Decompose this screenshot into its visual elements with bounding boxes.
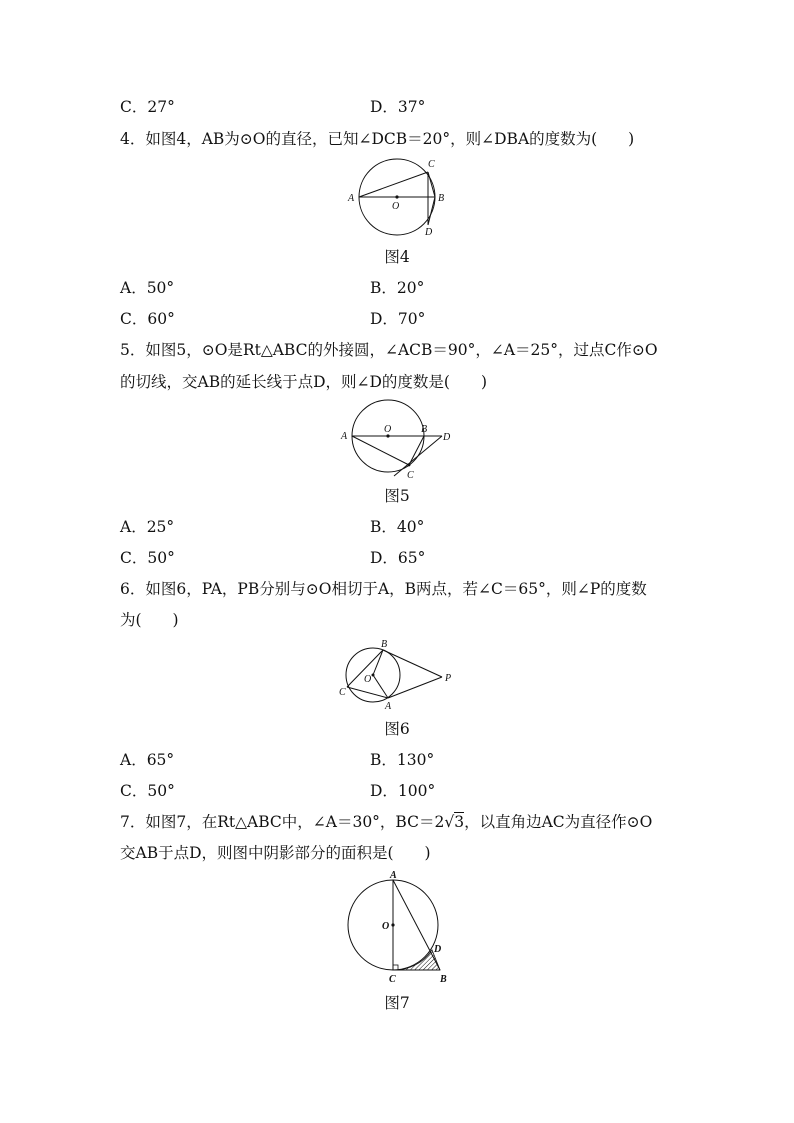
q5-label-a: A <box>341 431 348 442</box>
q3-option-c: C．27° <box>120 98 175 116</box>
q4-label-b: B <box>438 193 445 204</box>
q4-label-d: D <box>425 227 433 238</box>
q5-chord-ac <box>352 436 409 465</box>
q7-stem-part-a: 7．如图7，在Rt△ABC中，∠A＝30°，BC＝2 <box>120 813 445 831</box>
q6-label-p: P <box>445 673 452 684</box>
q6-figure-caption: 图6 <box>384 720 410 738</box>
q6-option-b: B．130° <box>370 751 435 769</box>
q6-label-c: C <box>339 687 346 698</box>
q4-label-a: A <box>348 193 355 204</box>
q4-figure <box>340 155 460 239</box>
q4-option-b: B．20° <box>370 279 425 297</box>
q4-chord-bd <box>428 197 435 225</box>
q5-label-o: O <box>384 424 392 435</box>
q6-tangent-pb <box>383 650 442 677</box>
sqrt-sign-icon: √ <box>444 813 455 831</box>
q4-center-dot <box>395 195 398 198</box>
q6-center-dot <box>372 674 375 677</box>
q6-stem-line2: 为( ) <box>120 611 179 629</box>
q5-label-b: B <box>421 424 428 435</box>
q4-option-a: A．50° <box>120 279 175 297</box>
q7-figure-caption: 图7 <box>384 994 410 1012</box>
q4-chord-ac <box>359 172 428 197</box>
q7-center-dot <box>391 923 394 926</box>
q4-option-d: D．70° <box>370 310 426 328</box>
q4-chord-cb <box>428 172 435 197</box>
q4-stem: 4．如图4，AB为⊙O的直径，已知∠DCB＝20°，则∠DBA的度数为( ) <box>120 130 635 148</box>
q6-option-c: C．50° <box>120 782 175 800</box>
q3-option-d: D．37° <box>370 98 426 116</box>
q5-option-b: B．40° <box>370 518 425 536</box>
q6-label-o: O <box>364 674 372 685</box>
q5-chord-cb <box>409 436 424 465</box>
q7-shaded-region <box>393 950 440 970</box>
q7-sqrt-radicand: 3 <box>454 813 465 831</box>
q7-right-angle-mark <box>393 965 398 970</box>
q7-label-o: O <box>382 921 390 932</box>
q5-figure-caption: 图5 <box>384 487 410 505</box>
q4-label-o: O <box>392 201 400 212</box>
q6-option-a: A．65° <box>120 751 175 769</box>
q5-stem-line2: 的切线，交AB的延长线于点D，则∠D的度数是( ) <box>120 373 488 391</box>
q6-stem-line1: 6．如图6，PA，PB分别与⊙O相切于A，B两点，若∠C＝65°，则∠P的度数 <box>120 580 647 598</box>
q6-label-a: A <box>385 701 392 712</box>
q5-figure <box>336 398 460 480</box>
q5-option-d: D．65° <box>370 549 426 567</box>
q5-label-c: C <box>407 470 414 480</box>
q7-label-b: B <box>440 974 447 985</box>
q4-option-c: C．60° <box>120 310 175 328</box>
q5-option-c: C．50° <box>120 549 175 567</box>
q7-label-d: D <box>434 944 442 955</box>
q7-stem-part-b: ，以直角边AC为直径作⊙O <box>464 813 653 831</box>
q4-figure-caption: 图4 <box>384 248 410 266</box>
q6-tangent-pa <box>388 677 442 698</box>
q5-label-d: D <box>443 432 451 443</box>
q5-point-c <box>408 464 411 467</box>
q7-hypotenuse-ab <box>393 880 440 970</box>
q4-label-c: C <box>428 159 435 170</box>
q6-figure <box>336 637 460 713</box>
q6-option-d: D．100° <box>370 782 436 800</box>
q7-figure <box>336 870 460 988</box>
q7-label-a: A <box>390 870 397 881</box>
q7-stem-line1 <box>120 812 652 832</box>
q7-label-c: C <box>389 974 396 985</box>
q5-stem-line1: 5．如图5，⊙O是Rt△ABC的外接圆，∠ACB＝90°，∠A＝25°，过点C作⊙O <box>120 341 658 359</box>
q6-radius-ob <box>373 650 383 675</box>
q6-label-b: B <box>381 639 388 650</box>
q5-tangent-cd <box>394 436 442 476</box>
q7-stem-line2: 交AB于点D，则图中阴影部分的面积是( ) <box>120 844 431 862</box>
q5-option-a: A．25° <box>120 518 175 536</box>
